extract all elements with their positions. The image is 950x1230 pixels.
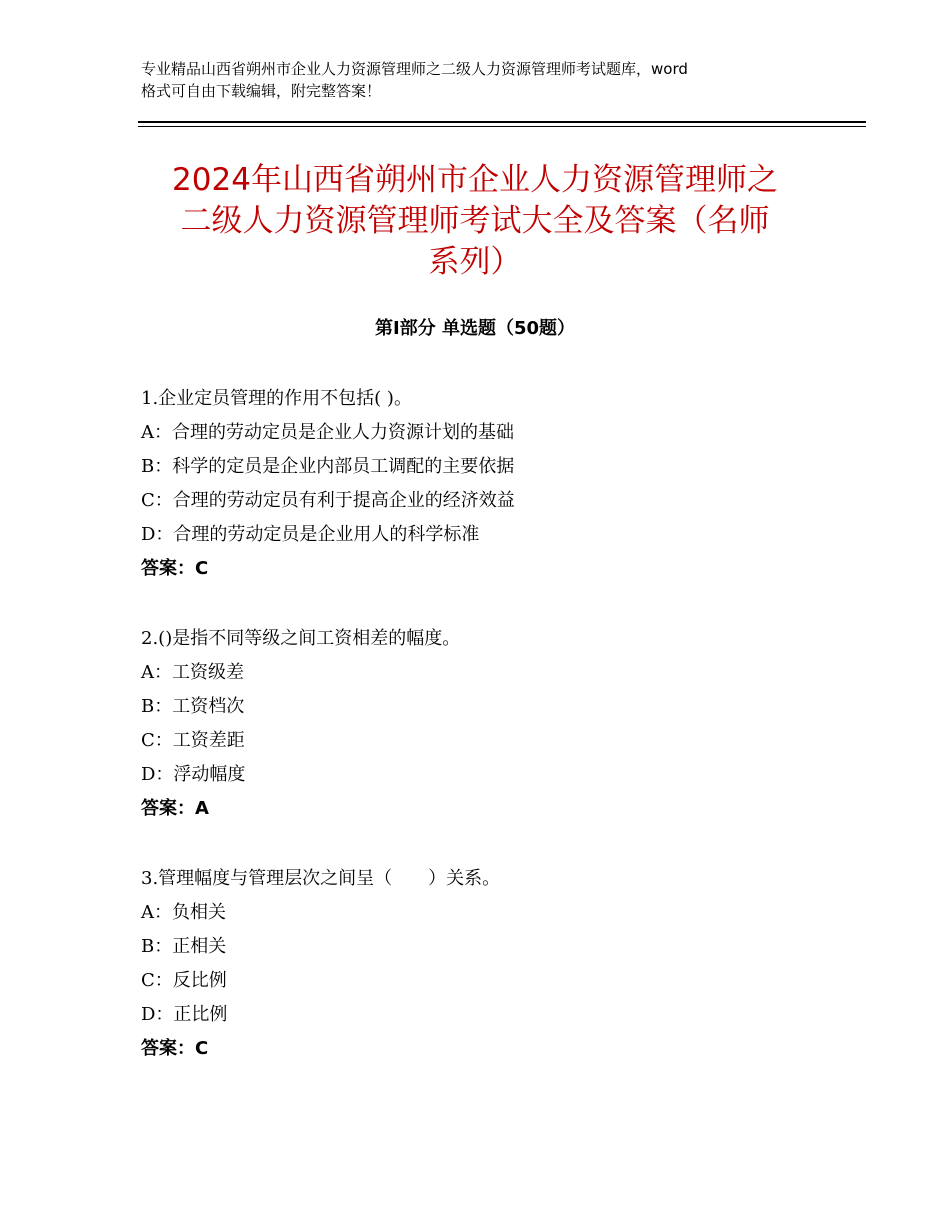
- option-b: B：工资档次: [141, 696, 245, 717]
- option-b: B：科学的定员是企业内部员工调配的主要依据: [141, 456, 515, 477]
- document-title: [120, 160, 830, 283]
- option-a: A：工资级差: [141, 662, 244, 683]
- header-divider-thin: [138, 126, 866, 127]
- question-stem: 3.管理幅度与管理层次之间呈（ ）关系。: [141, 868, 501, 889]
- section-heading: 第Ⅰ部分 单选题（50题）: [374, 318, 575, 339]
- answer-line: 答案：C: [141, 1038, 209, 1059]
- option-b: B：正相关: [141, 936, 227, 957]
- answer-line: 答案：A: [141, 798, 209, 819]
- question-3: [141, 862, 841, 1066]
- title-line-3: 系列）: [428, 244, 522, 280]
- option-d: D：浮动幅度: [141, 764, 246, 785]
- header-divider-thick: [138, 121, 866, 123]
- header-note: [141, 58, 831, 102]
- title-line-1: 2024年山西省朔州市企业人力资源管理师之: [172, 162, 778, 198]
- option-d: D：正比例: [141, 1004, 228, 1025]
- option-a: A：负相关: [141, 902, 226, 923]
- header-note-line-1: 专业精品山西省朔州市企业人力资源管理师之二级人力资源管理师考试题库，word: [141, 60, 688, 78]
- question-stem: 2.()是指不同等级之间工资相差的幅度。: [141, 628, 461, 649]
- option-d: D：合理的劳动定员是企业用人的科学标准: [141, 524, 480, 545]
- question-1: [141, 382, 841, 586]
- title-line-2: 二级人力资源管理师考试大全及答案（名师: [180, 203, 770, 239]
- answer-line: 答案：C: [141, 558, 209, 579]
- option-a: A：合理的劳动定员是企业人力资源计划的基础: [141, 422, 514, 443]
- header-note-line-2: 格式可自由下载编辑，附完整答案！: [141, 82, 382, 100]
- question-2: [141, 622, 841, 826]
- question-list: [141, 382, 841, 1102]
- question-stem: 1.企业定员管理的作用不包括( )。: [141, 388, 412, 409]
- option-c: C：工资差距: [141, 730, 245, 751]
- option-c: C：反比例: [141, 970, 227, 991]
- option-c: C：合理的劳动定员有利于提高企业的经济效益: [141, 490, 515, 511]
